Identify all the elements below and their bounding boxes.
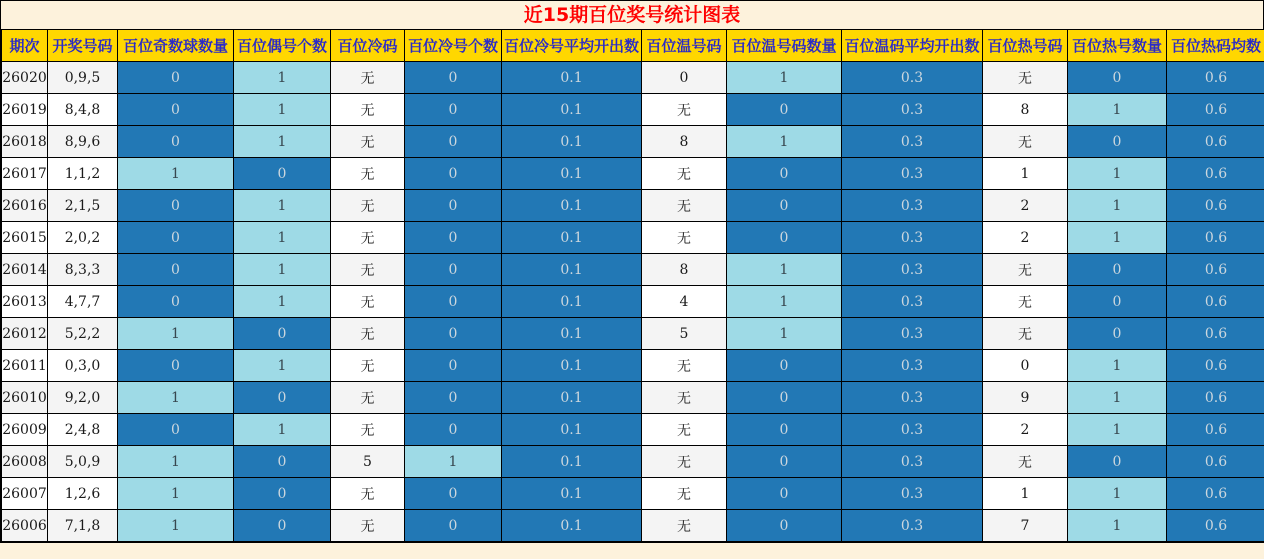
cell: 0 <box>727 478 842 510</box>
cell: 0 <box>118 414 234 446</box>
cell: 无 <box>331 94 405 126</box>
cell: 0 <box>1068 286 1167 318</box>
cell: 0.3 <box>842 286 983 318</box>
cell: 0 <box>405 286 502 318</box>
cell: 1 <box>118 382 234 414</box>
cell: 0.3 <box>842 254 983 286</box>
cell: 0 <box>405 222 502 254</box>
cell: 无 <box>642 510 727 542</box>
cell: 无 <box>331 62 405 94</box>
cell: 无 <box>983 62 1068 94</box>
cell: 0.1 <box>502 254 642 286</box>
table-row <box>2 126 1264 158</box>
cell: 8,9,6 <box>48 126 118 158</box>
page-title: 近15期百位奖号统计图表 <box>1 1 1263 29</box>
cell: 0.1 <box>502 350 642 382</box>
table-row <box>2 158 1264 190</box>
cell: 5 <box>331 446 405 478</box>
cell: 0 <box>118 222 234 254</box>
cell: 1 <box>1068 478 1167 510</box>
cell: 0.6 <box>1167 318 1264 350</box>
cell: 0.6 <box>1167 158 1264 190</box>
cell: 无 <box>642 350 727 382</box>
column-header-13: 百位热码均数 <box>1167 30 1264 62</box>
cell: 0 <box>234 510 331 542</box>
column-header-2: 开奖号码 <box>48 30 118 62</box>
cell: 1 <box>1068 94 1167 126</box>
cell: 0.1 <box>502 318 642 350</box>
cell: 0 <box>405 382 502 414</box>
cell: 8 <box>642 254 727 286</box>
cell: 1 <box>234 190 331 222</box>
cell: 0.3 <box>842 318 983 350</box>
cell: 1 <box>1068 414 1167 446</box>
table-row <box>2 382 1264 414</box>
stats-table <box>1 29 1264 542</box>
cell: 26009 <box>2 414 48 446</box>
cell: 无 <box>642 190 727 222</box>
cell: 无 <box>983 318 1068 350</box>
cell: 0 <box>727 382 842 414</box>
cell: 无 <box>331 158 405 190</box>
cell: 0.6 <box>1167 478 1264 510</box>
cell: 26006 <box>2 510 48 542</box>
cell: 1,2,6 <box>48 478 118 510</box>
cell: 1 <box>118 158 234 190</box>
cell: 1 <box>118 478 234 510</box>
cell: 无 <box>331 478 405 510</box>
table-row <box>2 350 1264 382</box>
header-row <box>2 30 1264 62</box>
cell: 0 <box>405 94 502 126</box>
cell: 0.3 <box>842 62 983 94</box>
cell: 0 <box>727 350 842 382</box>
cell: 0.3 <box>842 414 983 446</box>
cell: 0.6 <box>1167 414 1264 446</box>
column-header-5: 百位冷码 <box>331 30 405 62</box>
cell: 1 <box>983 478 1068 510</box>
cell: 无 <box>331 254 405 286</box>
cell: 0 <box>405 350 502 382</box>
cell: 1 <box>1068 158 1167 190</box>
column-header-7: 百位冷号平均开出数 <box>502 30 642 62</box>
cell: 0 <box>118 190 234 222</box>
cell: 26018 <box>2 126 48 158</box>
cell: 0 <box>727 158 842 190</box>
cell: 2,0,2 <box>48 222 118 254</box>
cell: 0 <box>1068 126 1167 158</box>
cell: 0 <box>1068 446 1167 478</box>
cell: 0 <box>405 478 502 510</box>
cell: 0.6 <box>1167 222 1264 254</box>
cell: 0 <box>118 254 234 286</box>
cell: 0.1 <box>502 414 642 446</box>
cell: 1 <box>1068 222 1167 254</box>
cell: 无 <box>983 446 1068 478</box>
cell: 0.6 <box>1167 94 1264 126</box>
cell: 无 <box>331 286 405 318</box>
cell: 0.6 <box>1167 510 1264 542</box>
cell: 0 <box>405 510 502 542</box>
cell: 0 <box>118 62 234 94</box>
cell: 8,4,8 <box>48 94 118 126</box>
cell: 4 <box>642 286 727 318</box>
cell: 0.1 <box>502 94 642 126</box>
cell: 1 <box>234 254 331 286</box>
cell: 1 <box>234 94 331 126</box>
cell: 0 <box>727 94 842 126</box>
cell: 0 <box>405 254 502 286</box>
cell: 5 <box>642 318 727 350</box>
cell: 无 <box>331 318 405 350</box>
cell: 0.6 <box>1167 254 1264 286</box>
cell: 1 <box>1068 510 1167 542</box>
cell: 0.3 <box>842 222 983 254</box>
cell: 0 <box>118 126 234 158</box>
cell: 0 <box>234 158 331 190</box>
cell: 0 <box>727 446 842 478</box>
table-row <box>2 190 1264 222</box>
cell: 无 <box>642 158 727 190</box>
cell: 8 <box>983 94 1068 126</box>
cell: 1 <box>234 222 331 254</box>
cell: 0 <box>118 350 234 382</box>
cell: 无 <box>983 254 1068 286</box>
cell: 0.6 <box>1167 190 1264 222</box>
cell: 0.3 <box>842 190 983 222</box>
column-header-4: 百位偶号个数 <box>234 30 331 62</box>
cell: 7,1,8 <box>48 510 118 542</box>
cell: 1 <box>234 62 331 94</box>
cell: 无 <box>642 382 727 414</box>
cell: 0 <box>234 446 331 478</box>
table-row <box>2 62 1264 94</box>
cell: 26014 <box>2 254 48 286</box>
cell: 0.6 <box>1167 350 1264 382</box>
cell: 1 <box>118 446 234 478</box>
cell: 0.1 <box>502 126 642 158</box>
cell: 无 <box>642 414 727 446</box>
cell: 0.3 <box>842 446 983 478</box>
column-header-12: 百位热号数量 <box>1068 30 1167 62</box>
cell: 9,2,0 <box>48 382 118 414</box>
cell: 26008 <box>2 446 48 478</box>
cell: 1 <box>727 254 842 286</box>
column-header-10: 百位温码平均开出数 <box>842 30 983 62</box>
cell: 4,7,7 <box>48 286 118 318</box>
cell: 2 <box>983 222 1068 254</box>
cell: 0.6 <box>1167 286 1264 318</box>
cell: 无 <box>331 414 405 446</box>
column-header-11: 百位热号码 <box>983 30 1068 62</box>
cell: 0.1 <box>502 382 642 414</box>
cell: 26010 <box>2 382 48 414</box>
cell: 1 <box>727 126 842 158</box>
cell: 1 <box>1068 350 1167 382</box>
cell: 0 <box>405 190 502 222</box>
cell: 0.1 <box>502 222 642 254</box>
cell: 无 <box>642 478 727 510</box>
cell: 0 <box>234 478 331 510</box>
cell: 5,2,2 <box>48 318 118 350</box>
column-header-1: 期次 <box>2 30 48 62</box>
cell: 1 <box>1068 190 1167 222</box>
column-header-8: 百位温号码 <box>642 30 727 62</box>
cell: 0.1 <box>502 190 642 222</box>
cell: 无 <box>331 222 405 254</box>
cell: 26013 <box>2 286 48 318</box>
cell: 0 <box>1068 318 1167 350</box>
cell: 0 <box>234 382 331 414</box>
table-row <box>2 286 1264 318</box>
cell: 26017 <box>2 158 48 190</box>
cell: 2,1,5 <box>48 190 118 222</box>
cell: 无 <box>331 190 405 222</box>
cell: 0 <box>234 318 331 350</box>
table-row <box>2 318 1264 350</box>
cell: 0.3 <box>842 350 983 382</box>
cell: 0.1 <box>502 446 642 478</box>
cell: 0 <box>118 94 234 126</box>
cell: 0.3 <box>842 382 983 414</box>
cell: 0.1 <box>502 62 642 94</box>
cell: 0.3 <box>842 94 983 126</box>
cell: 8 <box>642 126 727 158</box>
cell: 1 <box>118 318 234 350</box>
cell: 0.6 <box>1167 446 1264 478</box>
cell: 无 <box>331 510 405 542</box>
cell: 0.1 <box>502 286 642 318</box>
column-header-6: 百位冷号个数 <box>405 30 502 62</box>
cell: 无 <box>642 94 727 126</box>
cell: 0 <box>1068 62 1167 94</box>
cell: 1 <box>234 286 331 318</box>
cell: 0,9,5 <box>48 62 118 94</box>
cell: 0 <box>118 286 234 318</box>
cell: 0.6 <box>1167 382 1264 414</box>
cell: 26012 <box>2 318 48 350</box>
cell: 0.3 <box>842 510 983 542</box>
cell: 0 <box>405 158 502 190</box>
cell: 无 <box>331 126 405 158</box>
cell: 0 <box>405 62 502 94</box>
cell: 26020 <box>2 62 48 94</box>
table-row <box>2 94 1264 126</box>
cell: 无 <box>331 382 405 414</box>
cell: 0 <box>405 126 502 158</box>
table-row <box>2 446 1264 478</box>
cell: 无 <box>642 222 727 254</box>
cell: 26011 <box>2 350 48 382</box>
cell: 0.1 <box>502 478 642 510</box>
cell: 无 <box>331 350 405 382</box>
table-row <box>2 510 1264 542</box>
cell: 无 <box>983 126 1068 158</box>
table-row <box>2 478 1264 510</box>
table-body <box>2 62 1264 542</box>
cell: 0 <box>405 414 502 446</box>
cell: 9 <box>983 382 1068 414</box>
cell: 0 <box>1068 254 1167 286</box>
cell: 1 <box>727 286 842 318</box>
cell: 无 <box>642 446 727 478</box>
table-row <box>2 254 1264 286</box>
cell: 2,4,8 <box>48 414 118 446</box>
column-header-9: 百位温号码数量 <box>727 30 842 62</box>
cell: 0 <box>405 318 502 350</box>
cell: 1 <box>727 62 842 94</box>
cell: 0 <box>983 350 1068 382</box>
cell: 1 <box>234 126 331 158</box>
cell: 无 <box>983 286 1068 318</box>
cell: 1 <box>983 158 1068 190</box>
cell: 0.3 <box>842 478 983 510</box>
cell: 0.1 <box>502 510 642 542</box>
cell: 0,3,0 <box>48 350 118 382</box>
cell: 2 <box>983 190 1068 222</box>
cell: 0 <box>727 190 842 222</box>
cell: 0.1 <box>502 158 642 190</box>
cell: 2 <box>983 414 1068 446</box>
cell: 1 <box>727 318 842 350</box>
cell: 0 <box>727 222 842 254</box>
cell: 1 <box>234 350 331 382</box>
cell: 1 <box>405 446 502 478</box>
cell: 1 <box>1068 382 1167 414</box>
cell: 26007 <box>2 478 48 510</box>
cell: 0 <box>727 510 842 542</box>
column-header-3: 百位奇数球数量 <box>118 30 234 62</box>
cell: 0.3 <box>842 158 983 190</box>
cell: 5,0,9 <box>48 446 118 478</box>
cell: 1 <box>118 510 234 542</box>
cell: 7 <box>983 510 1068 542</box>
cell: 26019 <box>2 94 48 126</box>
cell: 26015 <box>2 222 48 254</box>
table-row <box>2 414 1264 446</box>
cell: 0.3 <box>842 126 983 158</box>
table-row <box>2 222 1264 254</box>
cell: 1 <box>234 414 331 446</box>
cell: 0 <box>642 62 727 94</box>
cell: 0.6 <box>1167 126 1264 158</box>
cell: 8,3,3 <box>48 254 118 286</box>
cell: 26016 <box>2 190 48 222</box>
cell: 0.6 <box>1167 62 1264 94</box>
cell: 1,1,2 <box>48 158 118 190</box>
cell: 0 <box>727 414 842 446</box>
